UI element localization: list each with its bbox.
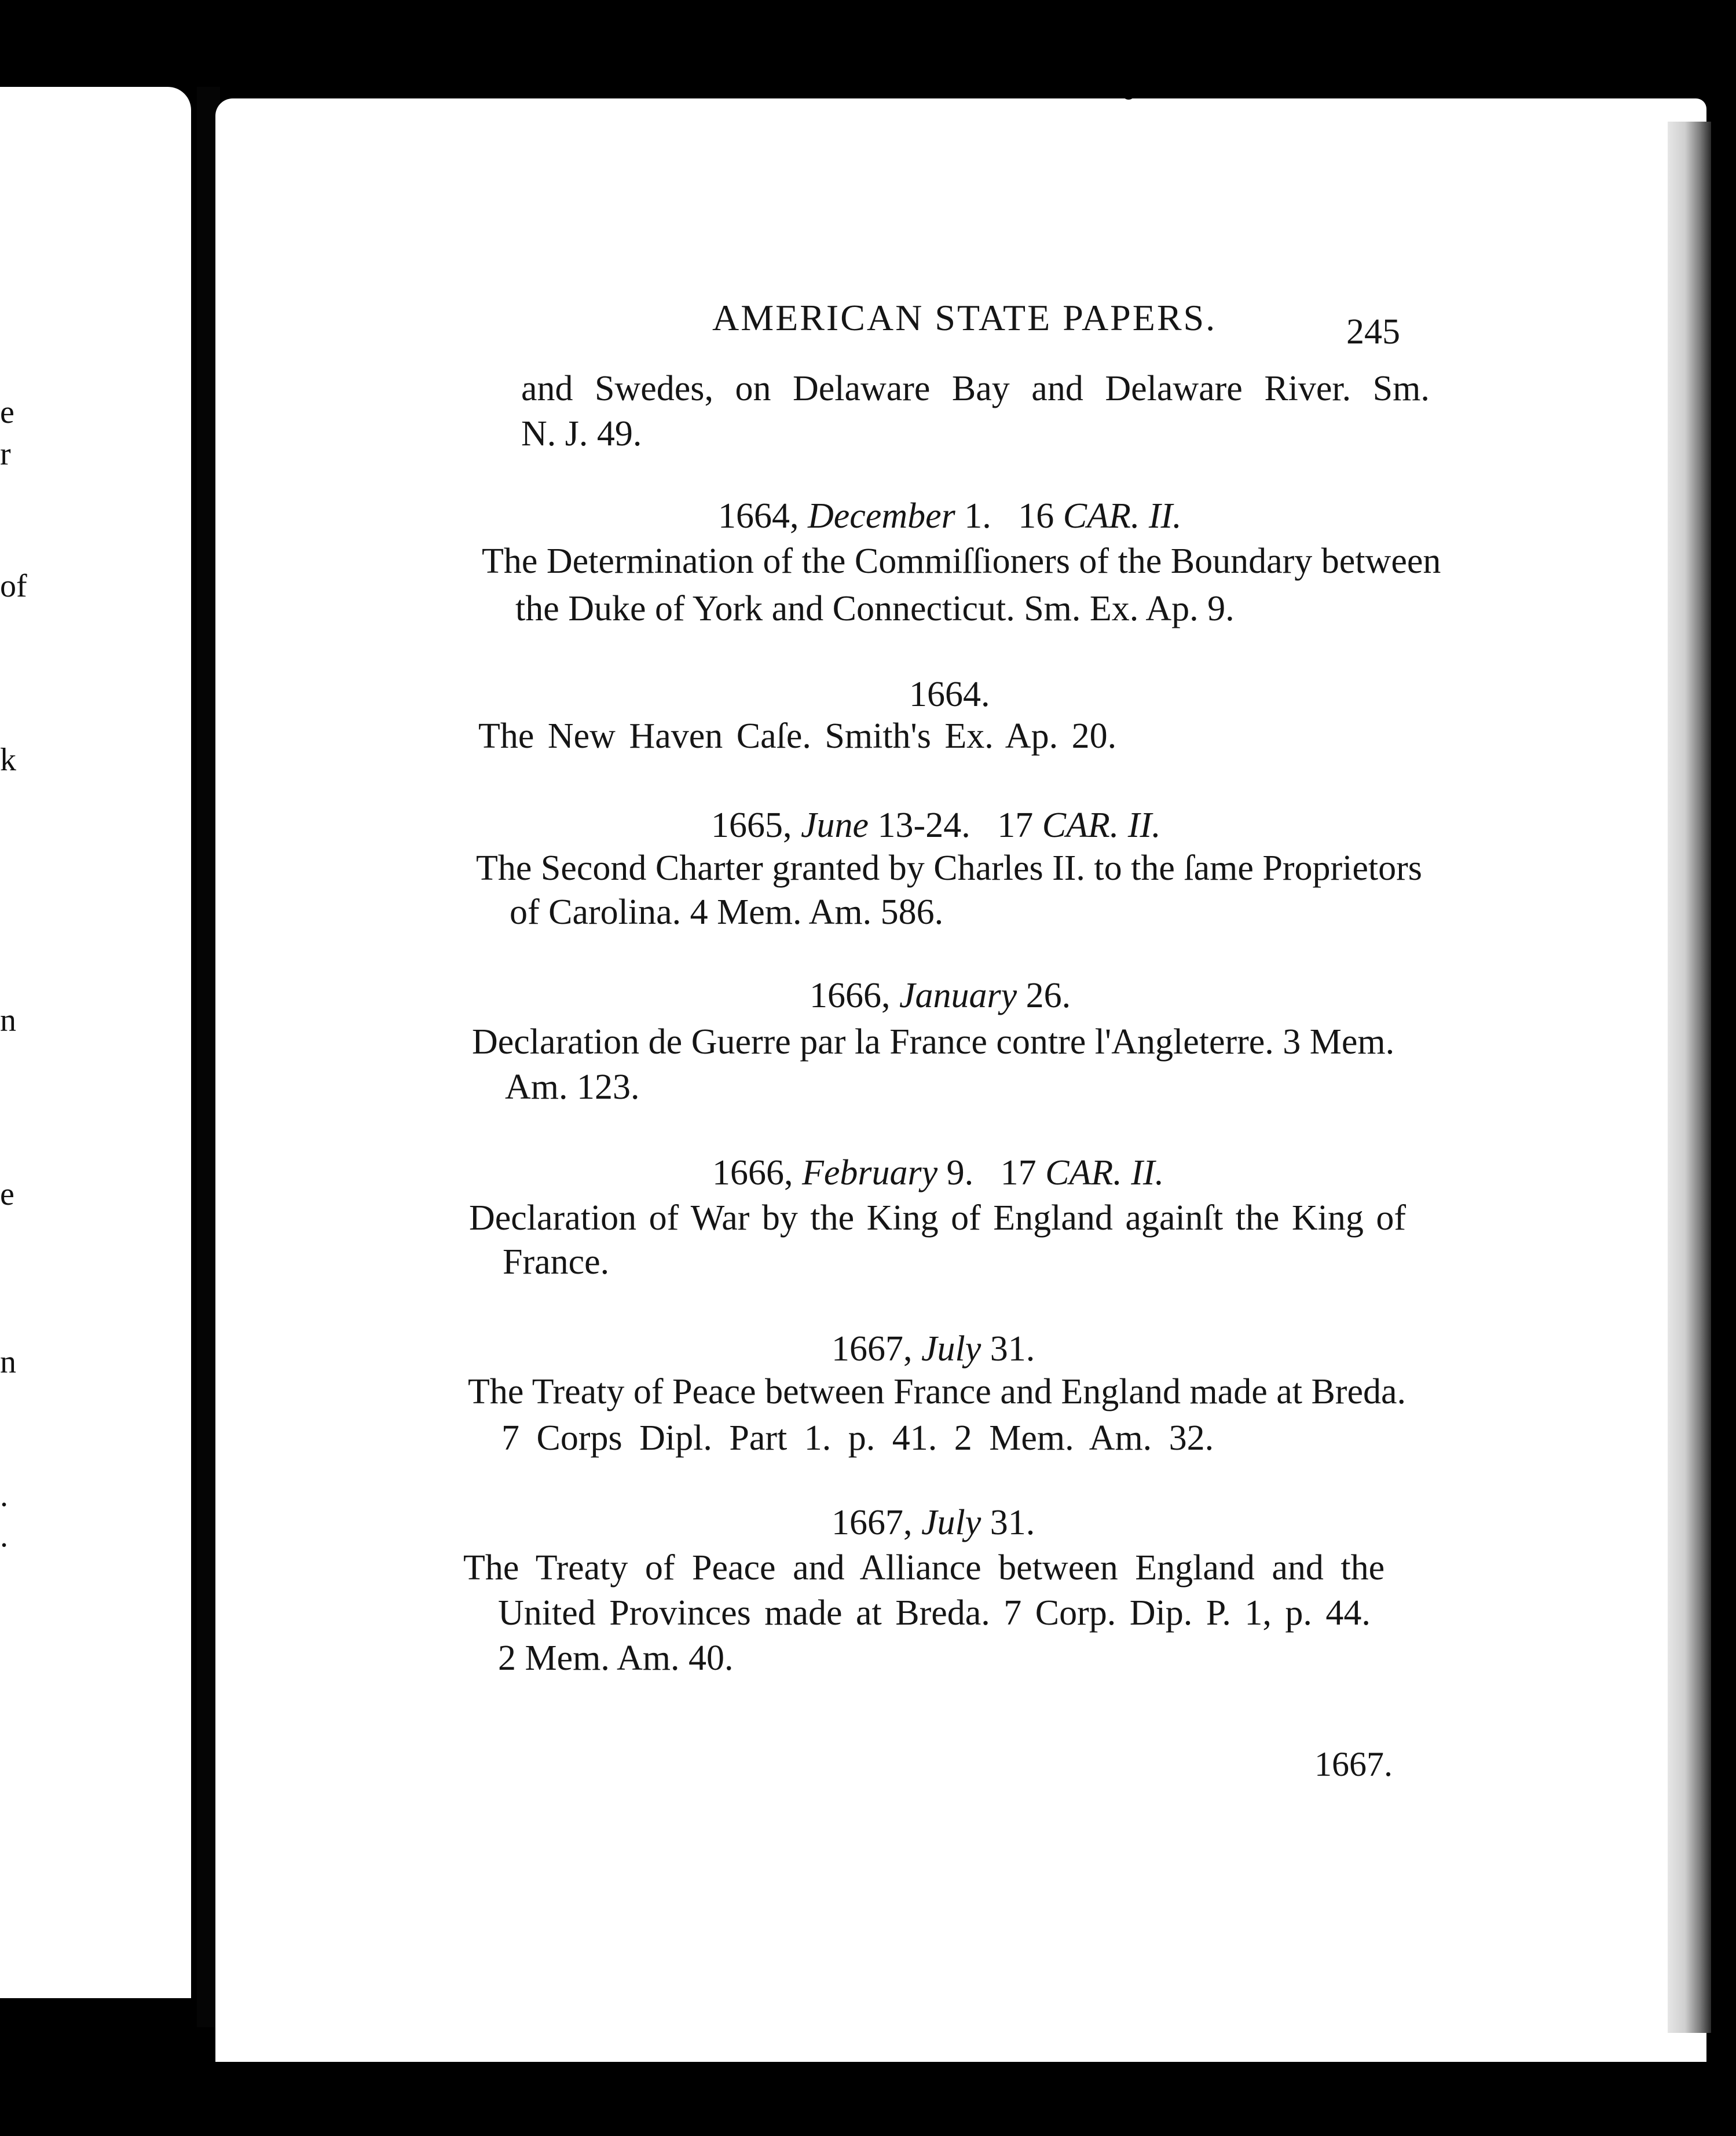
entry-line: and Swedes, on Delaware Bay and Delaware River. Sm. [521, 369, 1430, 408]
left-edge-fragment: n [0, 1344, 16, 1380]
left-edge-fragment: . [0, 1477, 8, 1513]
entry-line: 7 Corps Dipl. Part 1. p. 41. 2 Mem. Am. 32. [501, 1418, 1214, 1458]
entry-line: United Provinces made at Breda. 7 Corp. Dip. P. 1, p. 44. [498, 1593, 1371, 1633]
entry-line: France. [503, 1242, 610, 1282]
entry-date: 1666, February 9. 17 CAR. II. [712, 1153, 1164, 1193]
entry-line: The Treaty of Peace between France and England made at Breda. [468, 1372, 1406, 1411]
entry-date: 1666, January 26. [810, 976, 1071, 1015]
left-edge-fragment: e [0, 1176, 14, 1212]
page-number: 245 [1346, 312, 1400, 352]
entry-line: N. J. 49. [521, 414, 642, 453]
entry-line: 2 Mem. Am. 40. [498, 1638, 734, 1678]
left-edge-fragment: r [0, 436, 11, 472]
entry-line: Declaration de Guerre par la France contre l'Angleterre. 3 Mem. [472, 1022, 1395, 1062]
entry-line: Am. 123. [505, 1067, 640, 1107]
left-edge-fragment: k [0, 742, 16, 778]
entry-line: The New Haven Caſe. Smith's Ex. Ap. 20. [478, 716, 1117, 756]
entry-line: the Duke of York and Connecticut. Sm. Ex. Ap. 9. [515, 589, 1235, 628]
entry-date: 1664, December 1. 16 CAR. II. [718, 496, 1182, 536]
entry-line: The Second Charter granted by Charles II. to the ſame Proprietors [476, 848, 1422, 888]
entry-line: of Carolina. 4 Mem. Am. 586. [510, 893, 944, 932]
entry-date: 1667, July 31. [832, 1503, 1035, 1542]
catchword: 1667. [1314, 1745, 1393, 1783]
entry-line: The Determination of the Commiſſioners of the Boundary between [482, 542, 1441, 581]
entry-date: 1667, July 31. [832, 1329, 1035, 1369]
entry-line: Declaration of War by the King of England againſt the King of [469, 1198, 1407, 1238]
entry-line: The Treaty of Peace and Alliance between England and the [463, 1548, 1385, 1588]
entry-date: 1665, June 13-24. 17 CAR. II. [711, 806, 1161, 845]
left-edge-fragment: e [0, 394, 14, 430]
entry-date: 1664. [909, 675, 990, 714]
left-edge-fragment: . [0, 1518, 8, 1554]
left-edge-fragment: n [0, 1003, 16, 1038]
left-edge-fragment: of [0, 568, 27, 604]
running-head: AMERICAN STATE PAPERS. [712, 297, 1217, 338]
